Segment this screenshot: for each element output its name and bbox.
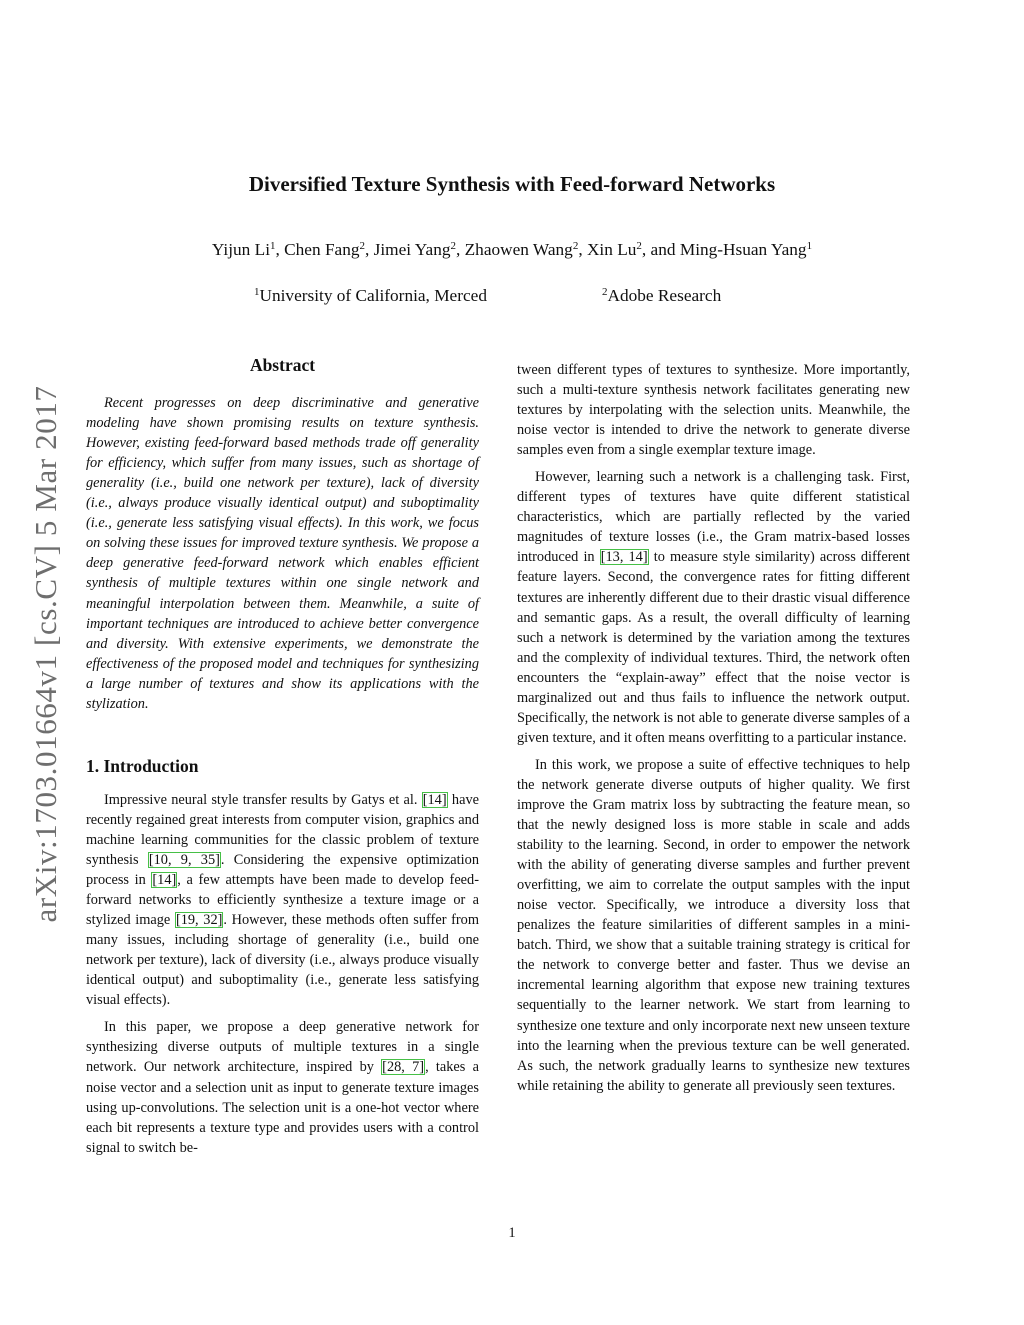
affiliation-2-number: 2 xyxy=(602,286,608,298)
intro-paragraph-4: In this work, we propose a suite of effective techniques to help the network generate diverse outputs of higher quality. We first improve the Gram matrix loss by subtracting the feature mean, so that the newly designed loss is more stable in scale and adds stability to the learning. Second, in order to empower the network with the ability of generating diverse samples and further prevent overfitting, we aim to correlate the output samples with the input noise vector. Specifically, we introduce a diversity loss that penalizes the feature similarities of different samples in a mini-batch. Third, we show that a suitable training strategy is critical for the network to converge better and faster. Thus we devise an incremental learning algorithm that expose new training textures sequentially to the learner network. We start from learning to synthesize one texture and only incorporate next new unseen texture into the learning when the previous texture can be well generated. As such, the network gradually learns to synthesize new textures while retaining the ability to generate all previously seen textures. xyxy=(517,756,910,1094)
arxiv-stamp-text: arXiv:1703.01664v1 [cs.CV] 5 Mar 2017 xyxy=(28,385,63,923)
arxiv-stamp xyxy=(28,350,64,958)
left-column xyxy=(86,355,479,1158)
author-name: Xin Lu xyxy=(586,240,637,259)
page-number: 1 xyxy=(508,1225,516,1241)
introduction-heading: 1. Introduction xyxy=(86,755,199,776)
author-list: Yijun Li$^1$, Chen Fang$^2$, Jimei Yang$^2$, Zhaowen Wang$^2$, Xin Lu$^2$, and Ming-Hsuan Yang$^1$ xyxy=(211,240,813,259)
right-column xyxy=(517,360,910,1096)
affiliation-2-name: Adobe Research xyxy=(607,286,722,305)
intro-paragraph-2: In this paper, we propose a deep generative network for synthesizing diverse outputs of multiple textures in a single network. Our network architecture, inspired by [28, 7], takes a noise vector and a selection unit as input to generate texture images using up-convolutions. The selection unit is a one-hot vector where each bit represents a texture type and provides users with a control signal to switch be- xyxy=(86,1019,479,1156)
citation-link[interactable]: [10, 9, 35] xyxy=(148,851,220,868)
citation-link[interactable]: [28, 7] xyxy=(382,1059,425,1076)
author-name: Jimei Yang xyxy=(373,240,451,259)
citation-link[interactable]: [14] xyxy=(422,791,447,808)
author-affiliation-number: 2 xyxy=(359,240,366,252)
author-name: Chen Fang xyxy=(284,240,360,259)
author-affiliation-number: 1 xyxy=(270,240,276,252)
abstract-text: Recent progresses on deep discriminative and generative modeling have shown promising results on texture synthesis. However, existing feed-forward based methods trade off generality for efficiency, which suffer from many issues, such as shortage of generality (i.e., build one network per texture), lack of diversity (i.e., always produce visually identical output) and suboptimality (i.e., generate less satisfying visual effects). In this work, we focus on solving these issues for improved texture synthesis. We propose a deep generative feed-forward network which enables efficient synthesis of multiple textures within one single network and meaningful interpolation between them. Meanwhile, a suite of important techniques are introduced to achieve better convergence and diversity. With extensive experiments, we demonstrate the effectiveness of the proposed model and techniques for synthesizing a large number of textures and show its applications with the stylization. xyxy=(86,395,479,712)
author-name: Ming-Hsuan Yang xyxy=(679,240,807,259)
intro-paragraph-2-continued: tween different types of textures to synthesize. More importantly, such a multi-texture synthesis network facilitates generating new textures by interpolating with the selection units. Meanwhile, the noise vector is intended to drive the network to generate diverse samples even from a single exemplar texture image. xyxy=(517,362,910,459)
intro-paragraph-3: However, learning such a network is a challenging task. First, different types of textures have quite different statistical characteristics, which are partially reflected by the varied magnitudes of texture losses (i.e., the Gram matrix-based losses introduced in [13, 14] to measure style similarity) across different feature layers. Second, the convergence rates for fitting different textures are inherently different due to their drastic visual difference and semantic gaps. As a result, the overall difficulty of learning such a network is determined by the variation among the textures and the complexity of individual textures. Third, the network often encounters the “explain-away” effect that the noise vector is marginalized out and thus fails to influence the network output. Specifically, the network is not able to generate diverse samples of a given texture, and it often means overfitting to a particular instance. xyxy=(517,469,910,746)
author-affiliation-number: 2 xyxy=(450,240,456,252)
intro-paragraph-1: Impressive neural style transfer results by Gatys et al. [14] have recently regained great interests from computer vision, graphics and machine learning communities for the classic problem of texture synthesis [10, 9, 35]. Considering the expensive optimization process in [14], a few attempts have been made to develop feed-forward networks to efficiently synthesize a texture image or a stylized image [19, 32]. However, these methods often suffer from many issues, including shortage of generality (i.e., build one network per texture), lack of diversity (i.e., always produce visually identical output) and suboptimality (i.e., generate less satisfying visual effects). xyxy=(86,791,479,1009)
paper-title: Diversified Texture Synthesis with Feed-forward Networks xyxy=(248,172,776,196)
affiliation-1 xyxy=(254,286,487,306)
citation-link[interactable]: [14] xyxy=(152,872,177,889)
citation-link[interactable]: [19, 32] xyxy=(175,912,223,929)
affiliation-1-name: University of California, Merced xyxy=(259,286,487,305)
citation-link[interactable]: [13, 14] xyxy=(600,549,648,566)
abstract-heading: Abstract xyxy=(249,355,316,375)
author-affiliation-number: 2 xyxy=(572,240,579,252)
author-affiliation-number: 2 xyxy=(636,240,642,252)
affiliation-2 xyxy=(602,286,721,306)
author-name: Zhaowen Wang xyxy=(464,240,573,259)
author-affiliation-number: 1 xyxy=(806,240,813,252)
affiliation-1-number: 1 xyxy=(254,286,260,298)
author-name: Yijun Li xyxy=(211,240,270,259)
